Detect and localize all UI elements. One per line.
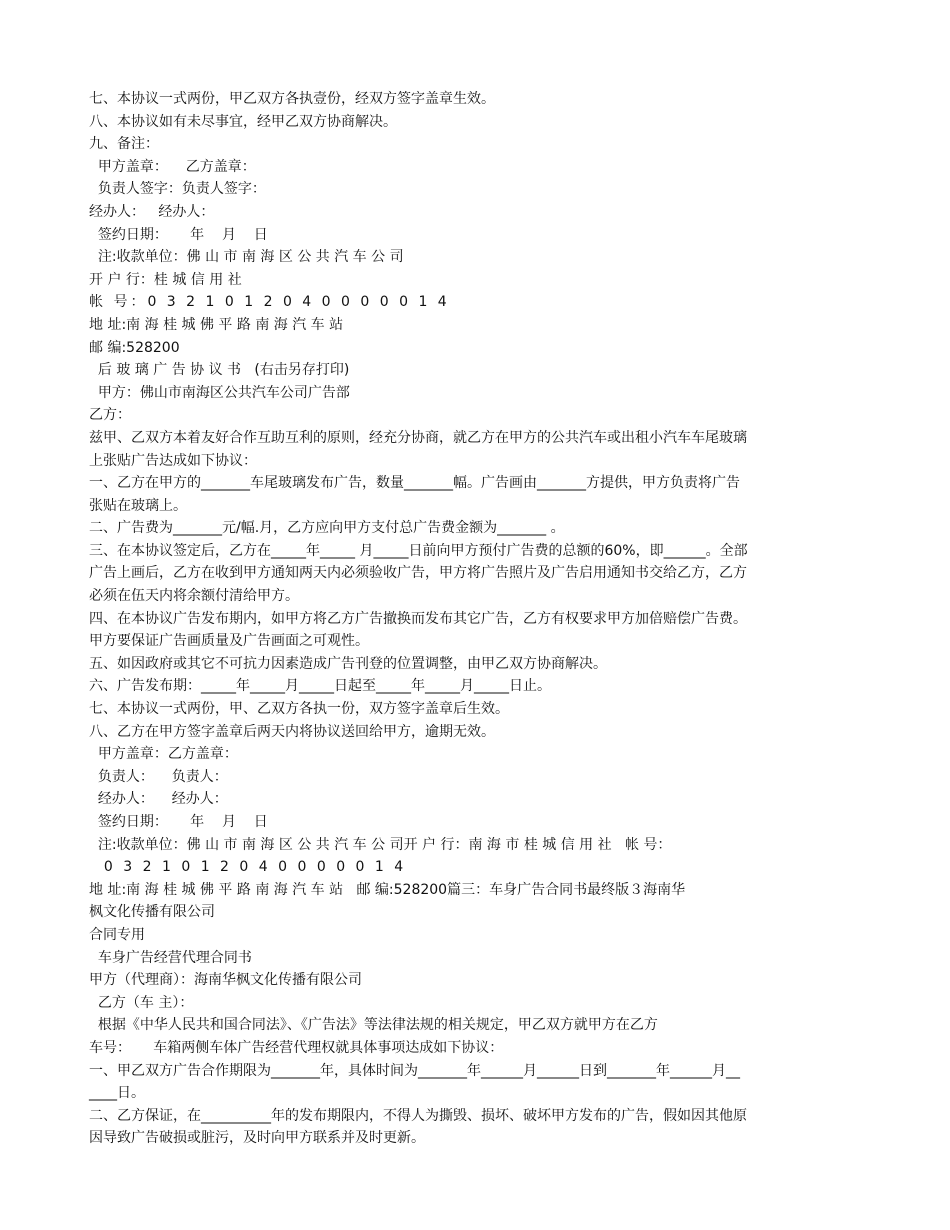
text-line: 地 址:南 海 桂 城 佛 平 路 南 海 汽 车 站 [89, 316, 344, 333]
text-line: 帐 号：0 3 2 1 0 1 2 0 4 0 0 0 0 0 1 4 [89, 294, 450, 311]
text-line: 0 3 2 1 0 1 2 0 4 0 0 0 0 0 1 4 [89, 859, 407, 876]
text-line: 必须在伍天内将余额付清给甲方。 [89, 588, 299, 605]
text-line: 后 玻 璃 广 告 协 议 书 (右击另存打印) [89, 362, 350, 379]
text-line: 注:收款单位：佛 山 市 南 海 区 公 共 汽 车 公 司 [89, 249, 404, 266]
text-line: 甲方（代理商）：海南华枫文化传播有限公司 [89, 972, 362, 989]
text-line: 七、本协议一式两份，甲乙双方各执壹份，经双方签字盖章生效。 [89, 91, 495, 107]
text-line: 广告上画后，乙方在收到甲方通知两天内必须验收广告，甲方将广告照片及广告启用通知书交给乙方，乙方 [89, 565, 747, 582]
text-line: 九、备注： [89, 136, 159, 153]
text-line: 车身广告经营代理合同书 [89, 949, 252, 966]
text-line: 甲方盖章：乙方盖章： [89, 746, 238, 763]
text-line: 兹甲、乙双方本着友好合作互助互利的原则，经充分协商，就乙方在甲方的公共汽车或出租小汽车车尾玻璃 [89, 429, 747, 446]
text-line: 经办人： 经办人： [89, 791, 228, 808]
text-line: 负责人签字：负责人签字： [89, 181, 266, 198]
text-line: 上张贴广告达成如下协议： [89, 452, 257, 469]
text-line: 乙方（车 主）： [89, 994, 194, 1011]
text-line: 七、本协议一式两份，甲、乙双方各执一份，双方签字盖章后生效。 [89, 701, 509, 718]
text-line: ____日。 [89, 1085, 145, 1102]
text-line: 三、在本协议签定后，乙方在_____年_____ 月_____日前向甲方预付广告费的总额的60%，即______。全部 [89, 542, 748, 559]
text-line: 四、在本协议广告发布期内，如甲方将乙方广告撤换而发布其它广告，乙方有权要求甲方加倍赔偿广告费。 [89, 610, 747, 627]
text-line: 车号： 车箱两侧车体广告经营代理权就具体事项达成如下协议： [89, 1039, 504, 1056]
text-line: 一、甲乙双方广告合作期限为_______年，具体时间为_______年______月______日到_______年______月__ [89, 1062, 740, 1079]
text-line: 经办人： 经办人： [89, 203, 215, 220]
text-line: 枫文化传播有限公司 [89, 904, 215, 921]
text-line: 二、广告费为_______元/幅.月，乙方应向甲方支付总广告费金额为_______ 。 [89, 520, 565, 537]
text-line: 八、乙方在甲方签字盖章后两天内将协议送回给甲方，逾期无效。 [89, 723, 495, 740]
text-line: 甲方要保证广告画质量及广告画面之可观性。 [89, 633, 369, 650]
text-line: 二、乙方保证，在__________年的发布期限内，不得人为撕毁、损坏、破坏甲方发布的广告，假如因其他原 [89, 1107, 747, 1124]
text-line: 八、本协议如有未尽事宜，经甲乙双方协商解决。 [89, 113, 397, 130]
text-line: 开 户 行：桂 城 信 用 社 [89, 271, 242, 288]
text-line: 签约日期： 年 月 日 [89, 226, 268, 243]
text-line: 注:收款单位：佛 山 市 南 海 区 公 共 汽 车 公 司开 户 行：南 海 市 桂 城 信 用 社 帐 号： [89, 836, 672, 853]
text-line: 张贴在玻璃上。 [89, 497, 187, 514]
text-line: 乙方： [89, 407, 131, 424]
text-line: 负责人： 负责人： [89, 768, 228, 785]
text-line: 地 址:南 海 桂 城 佛 平 路 南 海 汽 车 站 邮 编:528200篇三：车身广告合同书最终版３海南华 [89, 881, 686, 898]
text-line: 六、广告发布期：_____年_____月_____日起至_____年_____月_____日止。 [89, 678, 551, 695]
text-line: 一、乙方在甲方的_______车尾玻璃发布广告，数量_______幅。广告画由_______方提供，甲方负责将广告 [89, 475, 740, 492]
text-line: 合同专用 [89, 926, 145, 943]
text-line: 根据《中华人民共和国合同法》、《广告法》等法律法规的相关规定，甲乙双方就甲方在乙方 [89, 1017, 658, 1034]
text-line: 因导致广告破损或脏污，及时向甲方联系并及时更新。 [89, 1130, 425, 1147]
text-line: 甲方盖章： 乙方盖章： [89, 158, 256, 175]
text-line: 签约日期： 年 月 日 [89, 814, 268, 830]
text-line: 五、如因政府或其它不可抗力因素造成广告刊登的位置调整，由甲乙双方协商解决。 [89, 655, 607, 672]
text-line: 邮 编:528200 [89, 339, 180, 356]
text-line: 甲方：佛山市南海区公共汽车公司广告部 [89, 384, 350, 401]
document-page [89, 88, 864, 1150]
